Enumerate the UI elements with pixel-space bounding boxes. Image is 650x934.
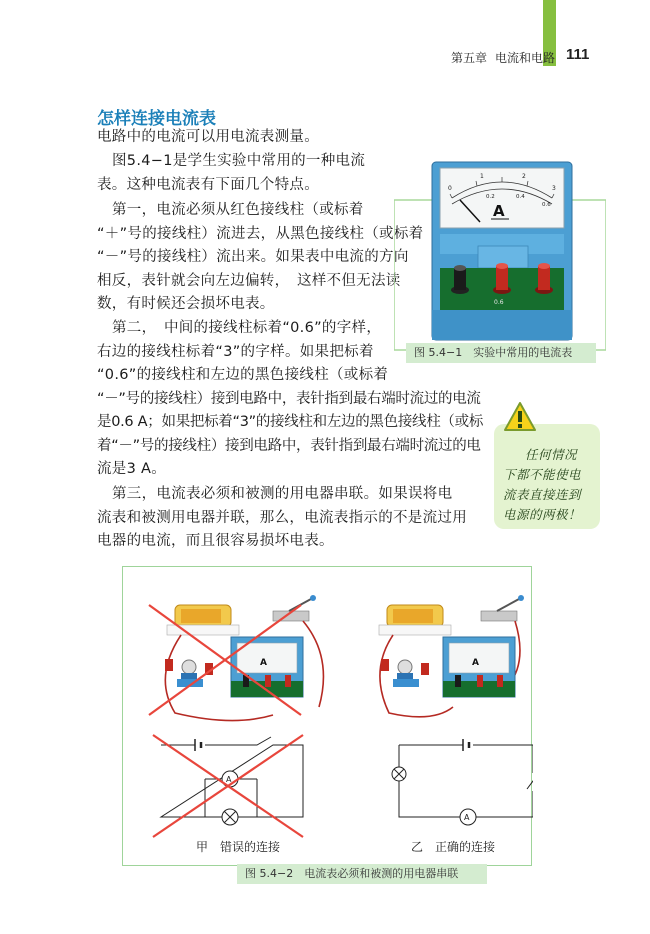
section-label: 电流和电路 <box>494 51 555 65</box>
paragraph-1 <box>97 126 319 150</box>
scale-label: 0.4 <box>516 194 525 200</box>
scale-label: 3 <box>552 185 556 192</box>
warning-note-text <box>503 445 598 525</box>
text-line: “－”号的接线柱）流出来。如果表中电流的方向 <box>97 249 409 265</box>
section-heading: 怎样连接电流表 <box>97 109 216 129</box>
paragraph-2 <box>97 150 365 197</box>
scale-label: 0.6 <box>542 202 551 208</box>
text-line: “0.6”的接线柱和左边的黑色接线柱（或标着 <box>97 367 389 383</box>
text-line: 相反，表针就会向左边偏转， 这样不但无法读 <box>97 272 401 289</box>
circuit-comparison-figure <box>122 566 532 866</box>
text-line: 右边的接线柱标着“3”的字样。如果把标着 <box>97 343 374 360</box>
terminal-label: 0.6 <box>494 299 504 306</box>
page-header <box>451 49 555 66</box>
wrong-connection-label: 甲 错误的连接 <box>196 840 281 854</box>
text-line: 电器的电流，而且很容易损坏电表。 <box>97 533 334 549</box>
page-number: 111 <box>566 46 590 63</box>
schematic-ammeter-wrong: A <box>226 775 232 784</box>
wrong-connection-photo <box>165 595 323 721</box>
text-line: 第二， 中间的接线柱标着“0.6”的字样， <box>112 320 382 336</box>
text-line: “＋”号的接线柱）流进去，从黑色接线柱（或标着 <box>97 225 424 242</box>
text-line: 第一，电流必须从红色接线柱（或标着 <box>112 202 364 218</box>
scale-label: 2 <box>522 173 526 180</box>
figure-2-caption: 图 5.4−2 电流表必须和被测的用电器串联 <box>237 864 487 884</box>
note-line: 下都不能使电 <box>503 467 582 482</box>
text-line: 数，有时候还会损坏电表。 <box>97 296 275 312</box>
text-line: 第三，电流表必须和被测的用电器串联。如果误将电 <box>112 486 453 502</box>
circuit-illustration <box>123 567 533 867</box>
schematic-ammeter-correct: A <box>464 813 470 822</box>
text-line: “－”号的接线柱）接到电路中，表针指到最右端时流过的电流 <box>97 390 481 407</box>
chapter-label: 第五章 <box>450 51 487 65</box>
text-line: 图5.4−1是学生实验中常用的一种电流 <box>112 153 366 169</box>
note-line: 电源的两极！ <box>503 507 582 522</box>
text-line: 流表和被测用电器并联，那么，电流表指示的不是流过用 <box>97 509 467 526</box>
meter-unit-label: A <box>493 202 505 220</box>
note-line: 流表直接连到 <box>503 487 582 502</box>
scale-label: 1 <box>480 173 484 180</box>
text-line: 流是3 A。 <box>97 461 167 477</box>
text-line: 表。这种电流表有下面几个特点。 <box>97 176 319 193</box>
exclamation-icon <box>503 401 537 433</box>
ammeter-figure <box>394 160 606 363</box>
figure-1-caption: 图 5.4−1 实验中常用的电流表 <box>406 343 596 363</box>
text-line: 着“－”号的接线柱）接到电路中，表针指到最右端时流过的电 <box>97 437 481 454</box>
correct-schematic <box>392 739 533 825</box>
scale-label: 0.2 <box>486 194 495 200</box>
meter-label-correct: A <box>472 658 479 668</box>
correct-connection-label: 乙 正确的连接 <box>411 840 496 854</box>
paragraph-3 <box>97 199 423 317</box>
note-line: 任何情况 <box>525 447 578 462</box>
text-line: 电路中的电流可以用电流表测量。 <box>97 129 319 145</box>
paragraph-5 <box>97 483 467 554</box>
scale-label: 0 <box>448 185 452 192</box>
correct-connection-photo <box>379 595 524 717</box>
meter-label-wrong: A <box>260 658 267 668</box>
text-line: 是0.6 A；如果把标着“3”的接线柱和左边的黑色接线柱（或标 <box>97 414 484 430</box>
